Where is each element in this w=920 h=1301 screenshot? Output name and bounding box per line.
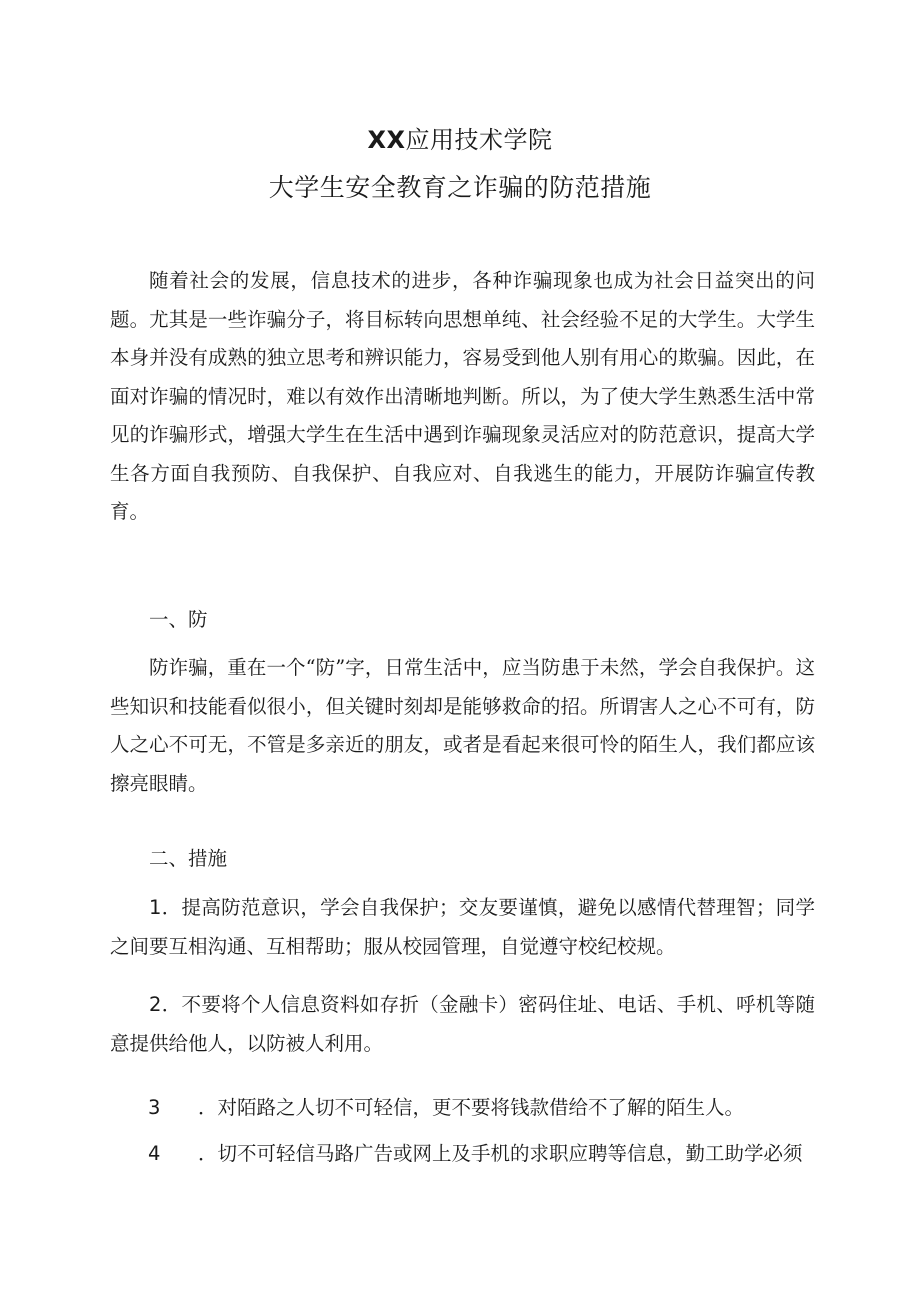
section-heading-prevention: 一、防 <box>149 608 208 631</box>
prevention-paragraph: 防诈骗，重在一个“防”字，日常生活中，应当防患于未然，学会自我保护。这些知识和技能看似很小，但关键时刻却是能够救命的招。所谓害人之心不可有，防人之心不可无，不管是多亲近的朋友，或者是看起来很可怜的陌生人，我们都应该擦亮眼睛。 <box>110 656 815 795</box>
measure-item-3-text: ．对陌路之人切不可轻信，更不要将钱款借给不了解的陌生人。 <box>198 1096 745 1119</box>
measure-item-4-number: 4 <box>148 1142 161 1165</box>
measure-item-3-number: 3 <box>148 1096 161 1119</box>
title-institution-name: 应用技术学院 <box>405 126 553 154</box>
intro-paragraph: 随着社会的发展，信息技术的进步，各种诈骗现象也成为社会日益突出的问题。尤其是一些诈骗分子，将目标转向思想单纯、社会经验不足的大学生。大学生本身并没有成熟的独立思考和辨识能力，容易受到他人别有用心的欺骗。因此，在面对诈骗的情况时，难以有效作出清晰地判断。所以，为了使大学生熟悉生活中常见的诈骗形式，增强大学生在生活中遇到诈骗现象灵活应对的防范意识，提高大学生各方面自我预防、自我保护、自我应对、自我逃生的能力，开展防诈骗宣传教育。 <box>110 269 815 523</box>
section-heading-measures: 二、措施 <box>149 847 228 870</box>
measure-item-4-text: ．切不可轻信马路广告或网上及手机的求职应聘等信息，勤工助学必须 <box>198 1142 803 1165</box>
document-title-institution <box>0 122 920 158</box>
measure-item-1 <box>110 889 815 966</box>
measure-item-2 <box>110 986 815 1063</box>
title-prefix: XX <box>367 126 406 154</box>
measure-item-2-text: ．不要将个人信息资料如存折（金融卡）密码住址、电话、手机、呼机等随意提供给他人，以防被人利用。 <box>110 993 815 1055</box>
measure-item-3 <box>148 1089 744 1128</box>
measure-item-4 <box>148 1135 803 1174</box>
measure-item-2-number: 2 <box>149 993 162 1016</box>
document-title-topic: 大学生安全教育之诈骗的防范措施 <box>268 173 652 202</box>
measure-item-1-text: ．提高防范意识，学会自我保护；交友要谨慎，避免以感情代替理智；同学之间要互相沟通、互相帮助；服从校园管理，自觉遵守校纪校规。 <box>110 896 815 958</box>
measure-item-1-number: 1 <box>149 896 162 919</box>
